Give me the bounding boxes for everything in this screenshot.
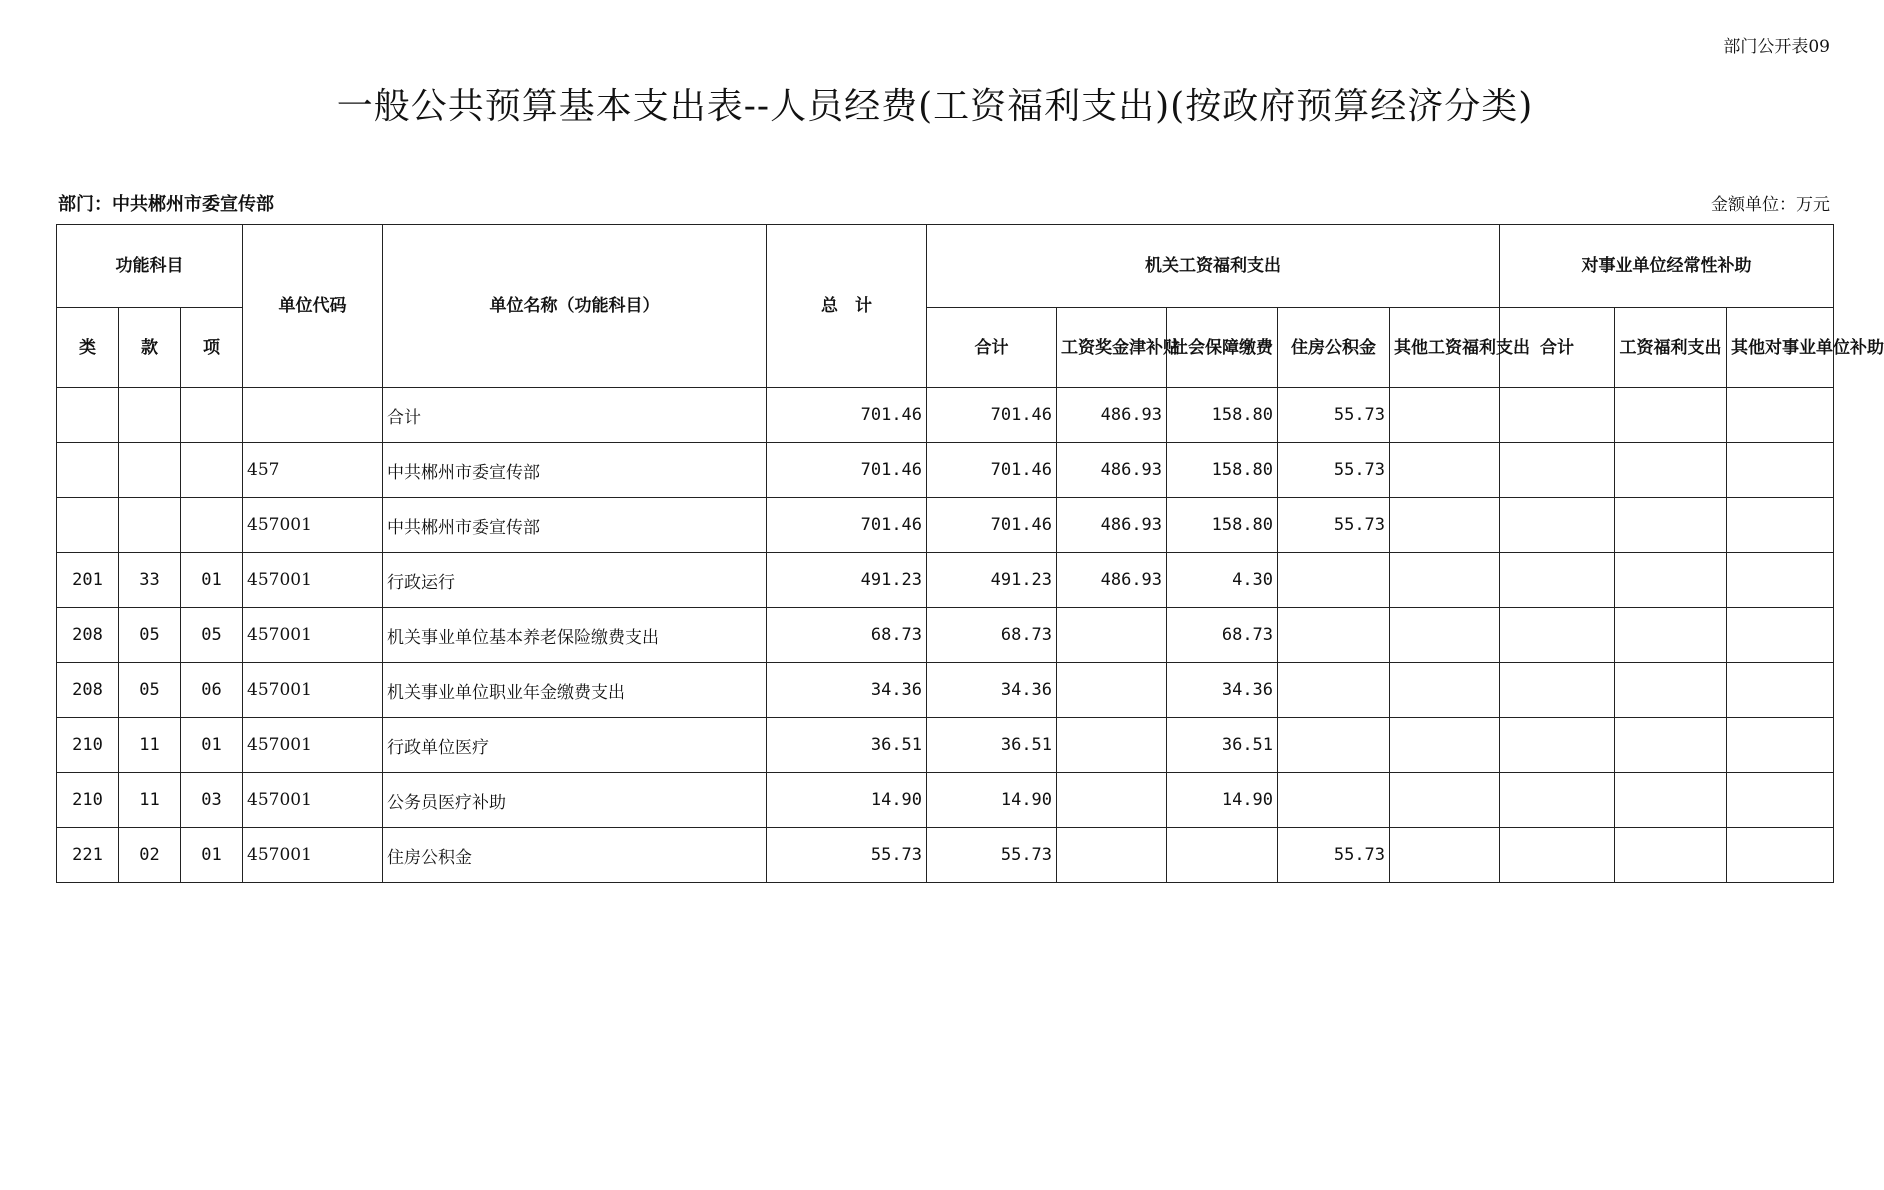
header-jiguan-housing: 住房公积金 <box>1278 308 1390 388</box>
cell-lei: 208 <box>57 608 119 663</box>
header-unit-name: 单位名称（功能科目） <box>383 225 767 388</box>
cell-jiguan-other <box>1390 828 1500 883</box>
cell-jiguan-social: 34.36 <box>1167 663 1278 718</box>
cell-shiye-heji <box>1500 443 1615 498</box>
cell-shiye-heji <box>1500 608 1615 663</box>
cell-shiye-salary <box>1615 663 1727 718</box>
cell-jiguan-heji: 36.51 <box>927 718 1057 773</box>
cell-xiang <box>181 498 243 553</box>
cell-shiye-other <box>1727 553 1834 608</box>
cell-shiye-salary <box>1615 718 1727 773</box>
cell-unit-code <box>243 388 383 443</box>
header-total: 总 计 <box>767 225 927 388</box>
cell-unit-name: 机关事业单位职业年金缴费支出 <box>383 663 767 718</box>
cell-xiang <box>181 388 243 443</box>
cell-jiguan-salary <box>1057 718 1167 773</box>
cell-jiguan-salary <box>1057 773 1167 828</box>
cell-unit-code: 457001 <box>243 553 383 608</box>
header-shiye-salary: 工资福利支出 <box>1615 308 1727 388</box>
cell-kuan: 11 <box>119 773 181 828</box>
department-label: 部门：中共郴州市委宣传部 <box>58 194 274 215</box>
cell-total: 36.51 <box>767 718 927 773</box>
table-row <box>57 663 1834 718</box>
cell-shiye-heji <box>1500 663 1615 718</box>
cell-shiye-salary <box>1615 773 1727 828</box>
cell-jiguan-heji: 55.73 <box>927 828 1057 883</box>
cell-kuan <box>119 443 181 498</box>
cell-jiguan-salary: 486.93 <box>1057 388 1167 443</box>
cell-shiye-heji <box>1500 773 1615 828</box>
cell-unit-name: 机关事业单位基本养老保险缴费支出 <box>383 608 767 663</box>
cell-jiguan-heji: 701.46 <box>927 498 1057 553</box>
cell-xiang: 01 <box>181 718 243 773</box>
cell-unit-code: 457001 <box>243 608 383 663</box>
cell-unit-name: 住房公积金 <box>383 828 767 883</box>
cell-kuan <box>119 498 181 553</box>
cell-jiguan-heji: 701.46 <box>927 443 1057 498</box>
cell-shiye-heji <box>1500 718 1615 773</box>
cell-jiguan-salary: 486.93 <box>1057 498 1167 553</box>
header-xiang: 项 <box>181 308 243 388</box>
cell-unit-name: 行政单位医疗 <box>383 718 767 773</box>
cell-jiguan-other <box>1390 663 1500 718</box>
cell-shiye-salary <box>1615 828 1727 883</box>
cell-jiguan-salary <box>1057 663 1167 718</box>
cell-lei <box>57 443 119 498</box>
table-row <box>57 443 1834 498</box>
cell-lei <box>57 388 119 443</box>
budget-table <box>56 224 1884 883</box>
cell-jiguan-social: 158.80 <box>1167 388 1278 443</box>
cell-shiye-other <box>1727 498 1834 553</box>
cell-unit-name: 中共郴州市委宣传部 <box>383 443 767 498</box>
cell-kuan <box>119 388 181 443</box>
cell-unit-name: 公务员医疗补助 <box>383 773 767 828</box>
cell-lei: 201 <box>57 553 119 608</box>
cell-shiye-salary <box>1615 443 1727 498</box>
cell-lei: 208 <box>57 663 119 718</box>
cell-xiang: 06 <box>181 663 243 718</box>
cell-jiguan-housing: 55.73 <box>1278 388 1390 443</box>
cell-shiye-other <box>1727 773 1834 828</box>
cell-xiang: 01 <box>181 828 243 883</box>
cell-kuan: 05 <box>119 663 181 718</box>
header-jiguan-group: 机关工资福利支出 <box>927 225 1500 308</box>
page-title: 一般公共预算基本支出表--人员经费(工资福利支出)(按政府预算经济分类) <box>336 86 1534 127</box>
cell-jiguan-heji: 34.36 <box>927 663 1057 718</box>
cell-unit-code: 457001 <box>243 773 383 828</box>
table-row <box>57 498 1834 553</box>
cell-shiye-heji <box>1500 498 1615 553</box>
cell-jiguan-social <box>1167 828 1278 883</box>
header-shiye-heji: 合计 <box>1500 308 1615 388</box>
cell-total: 68.73 <box>767 608 927 663</box>
cell-lei <box>57 498 119 553</box>
cell-kuan: 33 <box>119 553 181 608</box>
cell-jiguan-housing <box>1278 553 1390 608</box>
cell-shiye-salary <box>1615 608 1727 663</box>
cell-jiguan-social: 158.80 <box>1167 498 1278 553</box>
cell-lei: 221 <box>57 828 119 883</box>
cell-total: 491.23 <box>767 553 927 608</box>
cell-jiguan-heji: 701.46 <box>927 388 1057 443</box>
cell-xiang: 01 <box>181 553 243 608</box>
cell-jiguan-salary <box>1057 608 1167 663</box>
cell-total: 55.73 <box>767 828 927 883</box>
cell-unit-code: 457001 <box>243 498 383 553</box>
cell-lei: 210 <box>57 718 119 773</box>
amount-unit-label: 金额单位：万元 <box>1711 195 1830 215</box>
header-kuan: 款 <box>119 308 181 388</box>
cell-shiye-other <box>1727 443 1834 498</box>
cell-jiguan-housing <box>1278 718 1390 773</box>
cell-jiguan-salary: 486.93 <box>1057 553 1167 608</box>
cell-jiguan-salary <box>1057 828 1167 883</box>
header-func-subject: 功能科目 <box>57 225 243 308</box>
cell-shiye-other <box>1727 608 1834 663</box>
cell-jiguan-housing: 55.73 <box>1278 498 1390 553</box>
header-jiguan-heji: 合计 <box>927 308 1057 388</box>
cell-xiang: 03 <box>181 773 243 828</box>
cell-total: 701.46 <box>767 498 927 553</box>
table-row <box>57 553 1834 608</box>
cell-shiye-heji <box>1500 828 1615 883</box>
header-unit-code: 单位代码 <box>243 225 383 388</box>
header-jiguan-other: 其他工资福利支出 <box>1390 308 1500 388</box>
cell-kuan: 11 <box>119 718 181 773</box>
table-id: 部门公开表09 <box>1723 37 1830 57</box>
cell-jiguan-housing: 55.73 <box>1278 828 1390 883</box>
cell-jiguan-other <box>1390 773 1500 828</box>
cell-jiguan-social: 4.30 <box>1167 553 1278 608</box>
table-row <box>57 828 1834 883</box>
cell-total: 14.90 <box>767 773 927 828</box>
cell-jiguan-other <box>1390 388 1500 443</box>
cell-shiye-salary <box>1615 553 1727 608</box>
cell-jiguan-heji: 491.23 <box>927 553 1057 608</box>
cell-lei: 210 <box>57 773 119 828</box>
header-shiye-group: 对事业单位经常性补助 <box>1500 225 1834 308</box>
cell-xiang: 05 <box>181 608 243 663</box>
cell-jiguan-social: 158.80 <box>1167 443 1278 498</box>
cell-kuan: 05 <box>119 608 181 663</box>
cell-unit-code: 457001 <box>243 828 383 883</box>
cell-kuan: 02 <box>119 828 181 883</box>
table-row <box>57 718 1834 773</box>
cell-jiguan-housing <box>1278 608 1390 663</box>
cell-jiguan-other <box>1390 553 1500 608</box>
cell-shiye-heji <box>1500 388 1615 443</box>
cell-jiguan-housing <box>1278 663 1390 718</box>
cell-total: 34.36 <box>767 663 927 718</box>
header-lei: 类 <box>57 308 119 388</box>
cell-shiye-other <box>1727 828 1834 883</box>
cell-unit-code: 457001 <box>243 663 383 718</box>
cell-unit-name: 行政运行 <box>383 553 767 608</box>
cell-total: 701.46 <box>767 388 927 443</box>
cell-shiye-heji <box>1500 553 1615 608</box>
cell-shiye-salary <box>1615 388 1727 443</box>
cell-jiguan-heji: 14.90 <box>927 773 1057 828</box>
cell-jiguan-other <box>1390 498 1500 553</box>
cell-jiguan-social: 14.90 <box>1167 773 1278 828</box>
cell-jiguan-social: 68.73 <box>1167 608 1278 663</box>
header-jiguan-salary: 工资奖金津补贴 <box>1057 308 1167 388</box>
cell-jiguan-other <box>1390 608 1500 663</box>
cell-unit-name: 合计 <box>383 388 767 443</box>
cell-shiye-salary <box>1615 498 1727 553</box>
cell-jiguan-other <box>1390 718 1500 773</box>
header-jiguan-social: 社会保障缴费 <box>1167 308 1278 388</box>
cell-jiguan-other <box>1390 443 1500 498</box>
table-row <box>57 608 1834 663</box>
cell-jiguan-housing <box>1278 773 1390 828</box>
cell-total: 701.46 <box>767 443 927 498</box>
cell-jiguan-housing: 55.73 <box>1278 443 1390 498</box>
header-shiye-other: 其他对事业单位补助 <box>1727 308 1834 388</box>
cell-shiye-other <box>1727 663 1834 718</box>
table-row <box>57 388 1834 443</box>
cell-shiye-other <box>1727 388 1834 443</box>
cell-jiguan-social: 36.51 <box>1167 718 1278 773</box>
cell-unit-code: 457001 <box>243 718 383 773</box>
cell-unit-code: 457 <box>243 443 383 498</box>
cell-shiye-other <box>1727 718 1834 773</box>
cell-jiguan-heji: 68.73 <box>927 608 1057 663</box>
cell-jiguan-salary: 486.93 <box>1057 443 1167 498</box>
cell-xiang <box>181 443 243 498</box>
cell-unit-name: 中共郴州市委宣传部 <box>383 498 767 553</box>
table-row <box>57 773 1834 828</box>
